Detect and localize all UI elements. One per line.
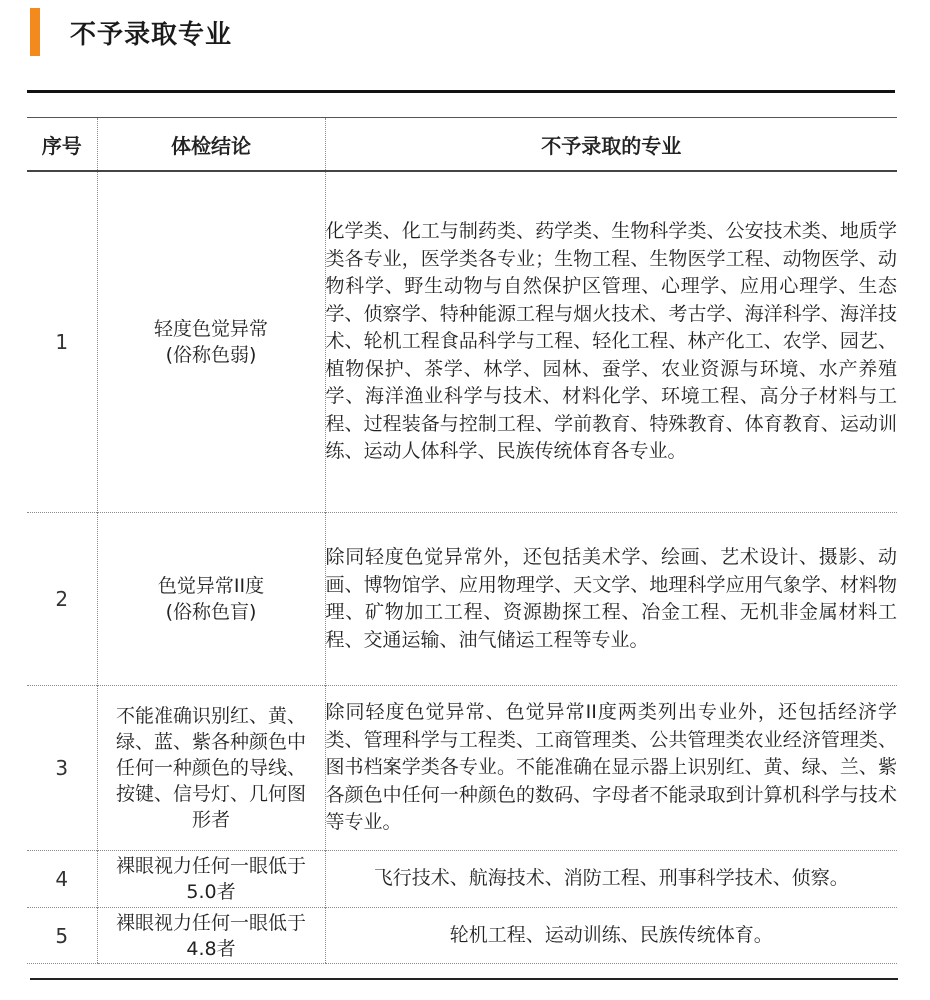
condition-line: 4.8者 [186, 937, 236, 960]
excluded-majors-table [27, 117, 897, 964]
excluded-majors: 飞行技术、航海技术、消防工程、刑事科学技术、侦察。 [325, 851, 897, 908]
exam-conclusion [97, 908, 325, 964]
row-number: 4 [27, 851, 97, 908]
row-number: 1 [27, 171, 97, 513]
table-row [27, 851, 897, 908]
row-number: 2 [27, 513, 97, 686]
exam-conclusion [97, 171, 325, 513]
bottom-divider [30, 978, 898, 980]
condition-line: 5.0者 [186, 881, 236, 903]
table-row [27, 171, 897, 513]
table-row [27, 513, 897, 686]
exam-conclusion [97, 513, 325, 686]
table-row [27, 686, 897, 851]
excluded-majors: 除同轻度色觉异常外，还包括美术学、绘画、艺术设计、摄影、动画、博物馆学、应用物理学、天文学、地理科学应用气象学、材料物理、矿物加工工程、资源勘探工程、冶金工程、无机非金属材料工程、交通运输、油气储运工程等专业。 [325, 513, 897, 686]
condition-line: 形者 [191, 809, 230, 831]
condition-line: 绿、蓝、紫各种颜色中 [115, 731, 306, 753]
page-title: 不予录取专业 [70, 19, 233, 50]
table-row [27, 908, 897, 964]
row-number: 5 [27, 908, 97, 964]
condition-line: 不能准确识别红、黄、 [115, 705, 306, 727]
condition-line: 色觉异常II度 [157, 575, 265, 597]
excluded-majors: 化学类、化工与制药类、药学类、生物科学类、公安技术类、地质学类各专业，医学类各专业；生物工程、生物医学工程、动物医学、动物科学、野生动物与自然保护区管理、心理学、应用心理学、生态学、侦察学、特种能源工程与烟火技术、考古学、海洋科学、海洋技术、轮机工程食品科学与工程、轻化工程、林产化工、农学、园艺、植物保护、茶学、林学、园林、蚕学、农业资源与环境、水产养殖学、海洋渔业科学与技术、材料化学、环境工程、高分子材料与工程、过程装备与控制工程、学前教育、特殊教育、体育教育、运动训练、运动人体科学、民族传统体育各专业。 [325, 171, 897, 513]
section-header [30, 6, 232, 58]
top-divider [27, 90, 895, 93]
condition-line: (俗称色弱) [165, 344, 257, 366]
column-header-majors: 不予录取的专业 [325, 118, 897, 172]
accent-bar [30, 8, 40, 56]
row-number: 3 [27, 686, 97, 851]
column-header-number: 序号 [27, 118, 97, 172]
condition-line: 裸眼视力任何一眼低于 [115, 911, 306, 934]
excluded-majors: 轮机工程、运动训练、民族传统体育。 [325, 908, 897, 964]
column-header-condition: 体检结论 [97, 118, 325, 172]
table-header-row [27, 118, 897, 172]
excluded-majors: 除同轻度色觉异常、色觉异常II度两类列出专业外，还包括经济学类、管理科学与工程类、工商管理类、公共管理类农业经济管理类、图书档案学类各专业。不能准确在显示器上识别红、黄、绿、兰、紫各颜色中任何一种颜色的数码、字母者不能录取到计算机科学与技术等专业。 [325, 686, 897, 851]
condition-line: 轻度色觉异常 [153, 318, 268, 340]
condition-line: 裸眼视力任何一眼低于 [115, 855, 306, 877]
condition-line: 按键、信号灯、几何图 [115, 783, 306, 805]
condition-line: (俗称色盲) [165, 601, 257, 623]
condition-line: 任何一种颜色的导线、 [115, 757, 306, 779]
exam-conclusion [97, 851, 325, 908]
exam-conclusion [97, 686, 325, 851]
